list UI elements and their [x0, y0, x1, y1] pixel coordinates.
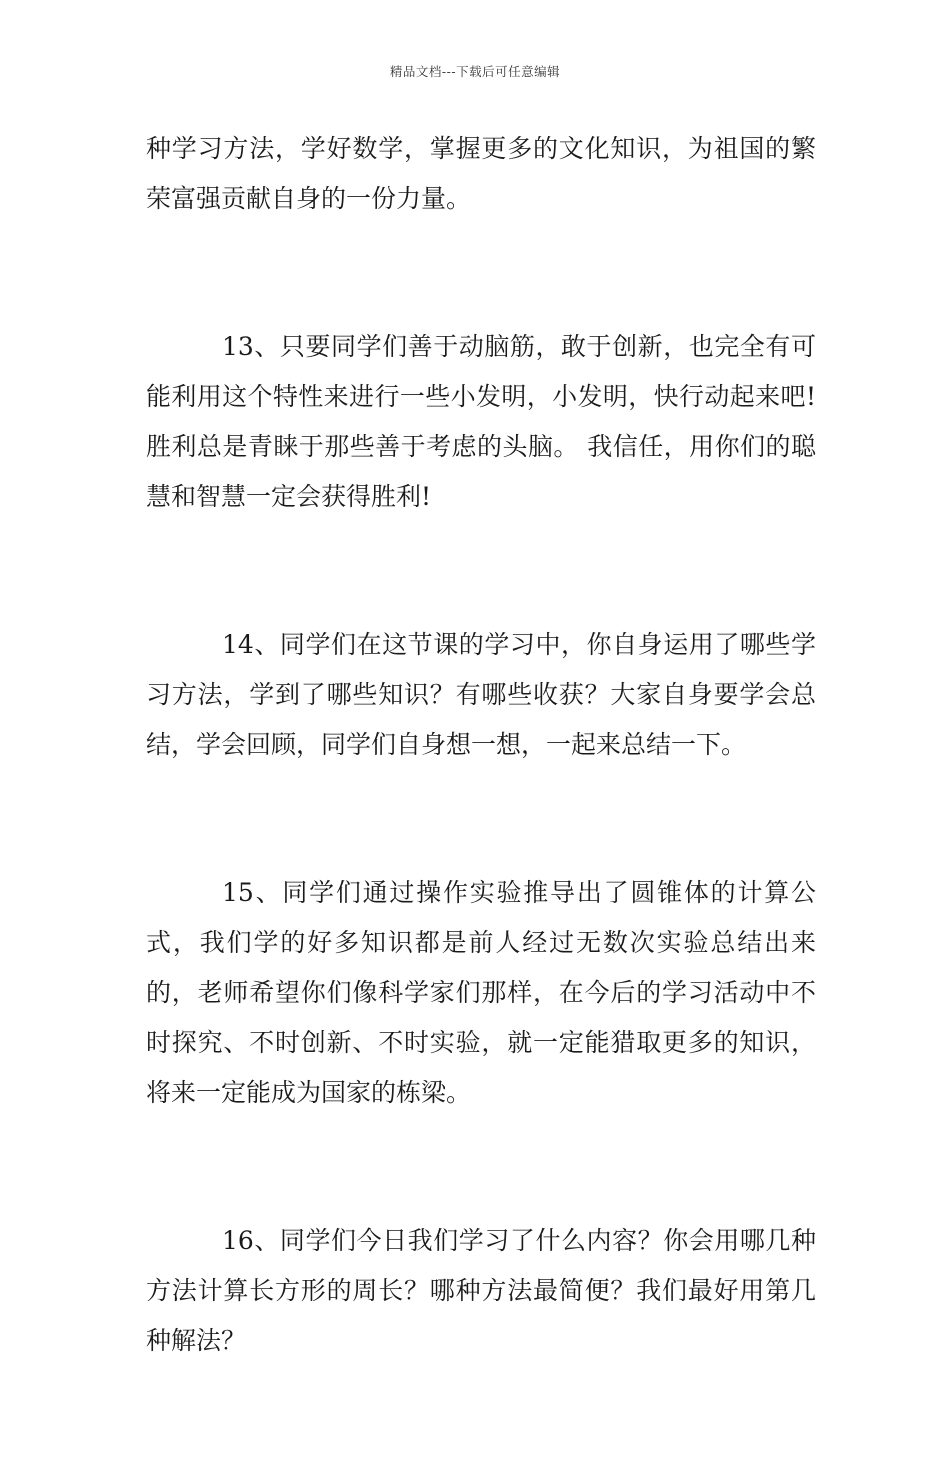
paragraph-15: 15、同学们通过操作实验推导出了圆锥体的计算公式，我们学的好多知识都是前人经过无数次实验总结出来的，老师希望你们像科学家们那样，在今后的学习活动中不时探究、不时创新、不时实验，就一定能猎取更多的知识，将来一定能成为国家的栋梁。 [146, 878, 816, 1107]
paragraph-16: 16、同学们今日我们学习了什么内容？你会用哪几种方法计算长方形的周长？哪种方法最简便？我们最好用第几种解法？ [146, 1226, 816, 1355]
page-header: 精品文档---下载后可任意编辑 [389, 64, 561, 79]
paragraph-14: 14、同学们在这节课的学习中，你自身运用了哪些学习方法，学到了哪些知识？有哪些收获？大家自身要学会总结，学会回顾，同学们自身想一想，一起来总结一下。 [146, 630, 816, 759]
paragraph-13: 13、只要同学们善于动脑筋，敢于创新，也完全有可能利用这个特性来进行一些小发明，小发明，快行动起来吧!胜利总是青睐于那些善于考虑的头脑。 我信任，用你们的聪慧和智慧一定会获得胜利! [146, 332, 816, 511]
paragraph-continuation: 种学习方法，学好数学，掌握更多的文化知识，为祖国的繁荣富强贡献自身的一份力量。 [146, 134, 816, 213]
document-body [146, 124, 816, 1464]
